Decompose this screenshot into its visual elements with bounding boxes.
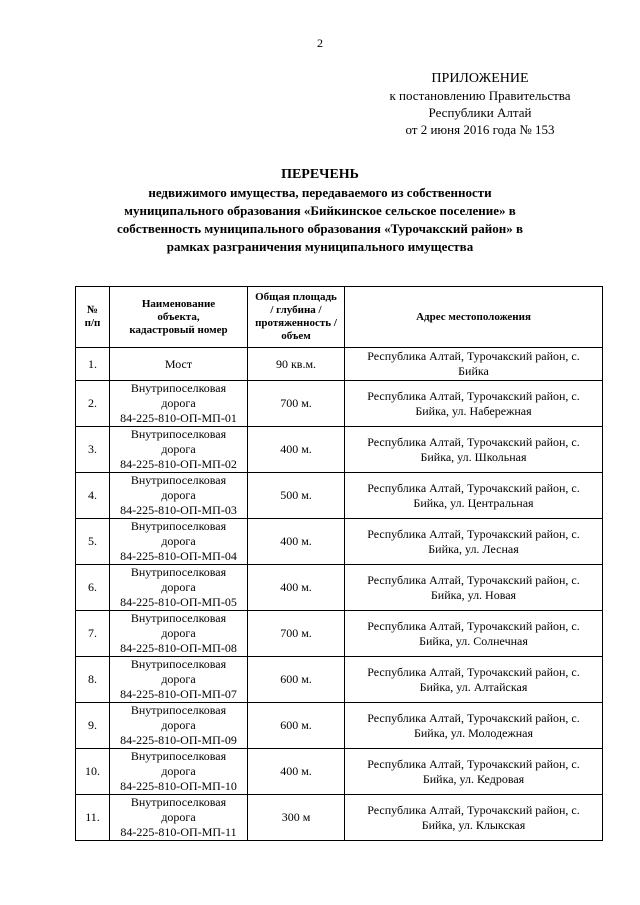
row-number: 7. bbox=[76, 611, 110, 657]
row-name: Внутрипоселковая дорога 84-225-810-ОП-МП-08 bbox=[110, 611, 248, 657]
row-name: Внутрипоселковая дорога 84-225-810-ОП-МП-02 bbox=[110, 427, 248, 473]
row-area: 400 м. bbox=[248, 565, 345, 611]
row-area: 500 м. bbox=[248, 473, 345, 519]
row-address: Республика Алтай, Турочакский район, с. Бийка bbox=[345, 348, 603, 381]
heading-line-2: муниципального образования «Бийкинское сельское поселение» в bbox=[124, 203, 516, 218]
row-address: Республика Алтай, Турочакский район, с. Бийка, ул. Лесная bbox=[345, 519, 603, 565]
appendix-title: ПРИЛОЖЕНИЕ bbox=[431, 71, 529, 86]
table-row bbox=[76, 795, 603, 841]
table-row bbox=[76, 348, 603, 381]
table-row bbox=[76, 749, 603, 795]
document-heading bbox=[90, 166, 550, 256]
row-area: 600 м. bbox=[248, 703, 345, 749]
heading-line-1: недвижимого имущества, передаваемого из собственности bbox=[148, 185, 492, 200]
row-name: Внутрипоселковая дорога 84-225-810-ОП-МП-07 bbox=[110, 657, 248, 703]
table-row bbox=[76, 381, 603, 427]
row-area: 90 кв.м. bbox=[248, 348, 345, 381]
header-address: Адрес местоположения bbox=[345, 287, 603, 348]
table-header-row bbox=[76, 287, 603, 348]
header-name: Наименование объекта, кадастровый номер bbox=[110, 287, 248, 348]
table-row bbox=[76, 473, 603, 519]
header-area: Общая площадь / глубина / протяженность / объем bbox=[248, 287, 345, 348]
row-name: Внутрипоселковая дорога 84-225-810-ОП-МП-04 bbox=[110, 519, 248, 565]
row-area: 400 м. bbox=[248, 749, 345, 795]
row-area: 600 м. bbox=[248, 657, 345, 703]
row-address: Республика Алтай, Турочакский район, с. Бийка, ул. Кедровая bbox=[345, 749, 603, 795]
table-row bbox=[76, 657, 603, 703]
row-address: Республика Алтай, Турочакский район, с. Бийка, ул. Центральная bbox=[345, 473, 603, 519]
row-address: Республика Алтай, Турочакский район, с. Бийка, ул. Молодежная bbox=[345, 703, 603, 749]
row-area: 700 м. bbox=[248, 381, 345, 427]
row-name: Внутрипоселковая дорога 84-225-810-ОП-МП-05 bbox=[110, 565, 248, 611]
row-address: Республика Алтай, Турочакский район, с. Бийка, ул. Набережная bbox=[345, 381, 603, 427]
row-number: 11. bbox=[76, 795, 110, 841]
appendix-line-2: Республики Алтай bbox=[428, 105, 532, 120]
row-number: 8. bbox=[76, 657, 110, 703]
appendix-line-1: к постановлению Правительства bbox=[389, 88, 571, 103]
header-number: № п/п bbox=[76, 287, 110, 348]
row-name: Внутрипоселковая дорога 84-225-810-ОП-МП-09 bbox=[110, 703, 248, 749]
row-address: Республика Алтай, Турочакский район, с. Бийка, ул. Школьная bbox=[345, 427, 603, 473]
row-name: Внутрипоселковая дорога 84-225-810-ОП-МП-11 bbox=[110, 795, 248, 841]
heading-title: ПЕРЕЧЕНЬ bbox=[281, 167, 359, 182]
row-name: Внутрипоселковая дорога 84-225-810-ОП-МП-03 bbox=[110, 473, 248, 519]
row-address: Республика Алтай, Турочакский район, с. Бийка, ул. Новая bbox=[345, 565, 603, 611]
page-number: 2 bbox=[317, 36, 323, 50]
row-name: Мост bbox=[110, 348, 248, 381]
row-area: 300 м bbox=[248, 795, 345, 841]
row-address: Республика Алтай, Турочакский район, с. Бийка, ул. Клыкская bbox=[345, 795, 603, 841]
row-name: Внутрипоселковая дорога 84-225-810-ОП-МП-10 bbox=[110, 749, 248, 795]
table-row bbox=[76, 565, 603, 611]
table-row bbox=[76, 519, 603, 565]
table-row bbox=[76, 611, 603, 657]
row-address: Республика Алтай, Турочакский район, с. Бийка, ул. Солнечная bbox=[345, 611, 603, 657]
row-number: 3. bbox=[76, 427, 110, 473]
heading-line-3: собственность муниципального образования «Турочакский район» в bbox=[116, 221, 524, 236]
row-number: 4. bbox=[76, 473, 110, 519]
row-number: 9. bbox=[76, 703, 110, 749]
row-area: 400 м. bbox=[248, 427, 345, 473]
row-number: 1. bbox=[76, 348, 110, 381]
row-number: 6. bbox=[76, 565, 110, 611]
row-address: Республика Алтай, Турочакский район, с. Бийка, ул. Алтайская bbox=[345, 657, 603, 703]
heading-line-4: рамках разграничения муниципального имущества bbox=[166, 239, 474, 254]
appendix-block bbox=[360, 70, 600, 138]
property-table bbox=[75, 286, 603, 841]
row-area: 400 м. bbox=[248, 519, 345, 565]
table-row bbox=[76, 703, 603, 749]
row-area: 700 м. bbox=[248, 611, 345, 657]
row-number: 5. bbox=[76, 519, 110, 565]
table-row bbox=[76, 427, 603, 473]
row-number: 10. bbox=[76, 749, 110, 795]
row-number: 2. bbox=[76, 381, 110, 427]
appendix-line-3: от 2 июня 2016 года № 153 bbox=[405, 122, 555, 137]
row-name: Внутрипоселковая дорога 84-225-810-ОП-МП-01 bbox=[110, 381, 248, 427]
